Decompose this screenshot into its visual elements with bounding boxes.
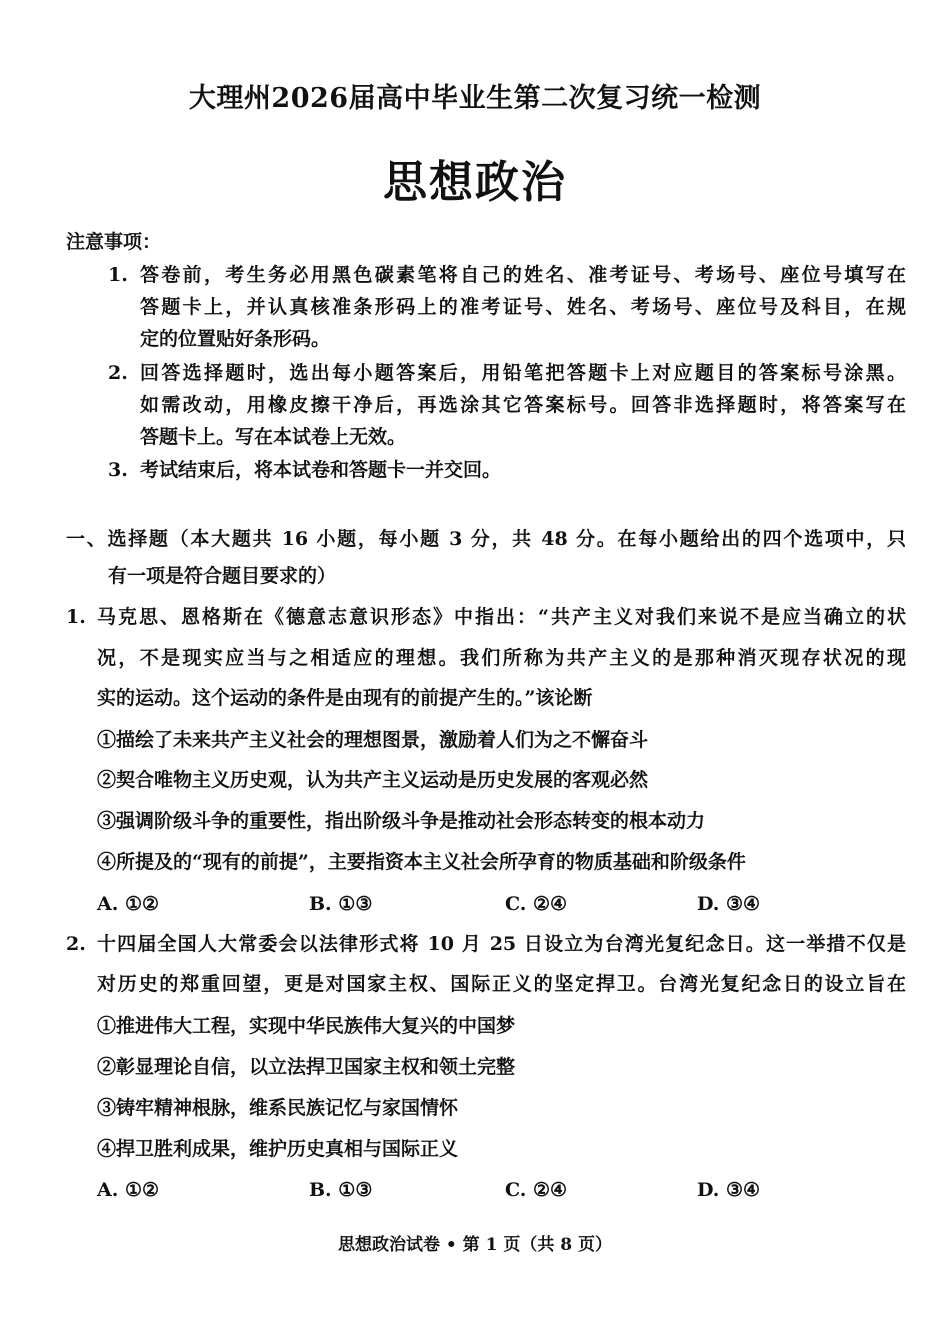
notice-item-1-line-2: 答题卡上，并认真核准条形码上的准考证号、姓名、考场号、座位号及科目，在规 [140, 296, 906, 318]
question-2-stem-line-2: 对历史的郑重回望，更是对国家主权、国际正义的坚定捍卫。台湾光复纪念日的设立旨在 [97, 973, 906, 995]
question-1-option-c[interactable]: C. ②④ [505, 893, 568, 915]
section-heading-line-2: 有一项是符合题目要求的） [108, 565, 337, 587]
question-1-statement-1: ①描绘了未来共产主义社会的理想图景，激励着人们为之不懈奋斗 [97, 729, 649, 751]
question-2-options [97, 1178, 906, 1202]
notice-heading: 注意事项： [66, 231, 162, 253]
question-2-option-b[interactable]: B. ①③ [309, 1179, 373, 1201]
question-1-stem-line-2: 况，不是现实应当与之相适应的理想。我们所称为共产主义的是那种消灭现存状况的现 [97, 647, 906, 669]
notice-item-2-line-2: 如需改动，用橡皮擦干净后，再选涂其它答案标号。回答非选择题时，将答案写在 [140, 394, 906, 416]
question-2-statement-4: ④捍卫胜利成果，维护历史真相与国际正义 [97, 1138, 459, 1160]
question-2-option-d[interactable]: D. ③④ [697, 1179, 761, 1201]
notice-item-2-line-1: 回答选择题时，选出每小题答案后，用铅笔把答题卡上对应题目的答案标号涂黑。 [140, 362, 906, 384]
question-1-option-a[interactable]: A. ①② [97, 893, 160, 915]
question-1-options [97, 892, 906, 916]
question-1-stem-line-3: 实的运动。这个运动的条件是由现有的前提产生的。”该论断 [97, 687, 593, 709]
question-1-stem-line-1: 马克思、恩格斯在《德意志意识形态》中指出：“共产主义对我们来说不是应当确立的状 [97, 606, 906, 628]
question-2-statement-3: ③铸牢精神根脉，维系民族记忆与家国情怀 [97, 1097, 459, 1119]
notice-item-3-number: 3. [108, 459, 128, 481]
notice-item-2-number: 2. [108, 362, 128, 384]
question-2-number: 2. [66, 933, 86, 955]
page-footer: 思想政治试卷 • 第 1 页（共 8 页） [337, 1235, 613, 1255]
question-1-option-d[interactable]: D. ③④ [697, 893, 761, 915]
notice-item-3-line-1: 考试结束后，将本试卷和答题卡一并交回。 [140, 459, 502, 481]
question-1-number: 1. [66, 606, 86, 628]
exam-title: 大理州2026届高中毕业生第二次复习统一检测 [188, 83, 762, 114]
question-2-statement-1: ①推进伟大工程，实现中华民族伟大复兴的中国梦 [97, 1015, 516, 1037]
question-2-option-c[interactable]: C. ②④ [505, 1179, 568, 1201]
question-1-statement-2: ②契合唯物主义历史观，认为共产主义运动是历史发展的客观必然 [97, 769, 649, 791]
notice-item-1-number: 1. [108, 264, 128, 286]
question-2-option-a[interactable]: A. ①② [97, 1179, 160, 1201]
notice-item-2-line-3: 答题卡上。写在本试卷上无效。 [140, 426, 407, 448]
notice-item-1-line-3: 定的位置贴好条形码。 [140, 328, 331, 350]
section-heading-line-1: 一、选择题（本大题共 16 小题，每小题 3 分，共 48 分。在每小题给出的四个选项中，只 [66, 528, 906, 550]
question-2-statement-2: ②彰显理论自信，以立法捍卫国家主权和领土完整 [97, 1056, 516, 1078]
question-1-statement-4: ④所提及的“现有的前提”，主要指资本主义社会所孕育的物质基础和阶级条件 [97, 851, 746, 873]
subject-title: 思想政治 [383, 157, 567, 208]
question-2-stem-line-1: 十四届全国人大常委会以法律形式将 10 月 25 日设立为台湾光复纪念日。这一举措不仅是 [97, 933, 906, 955]
question-1-statement-3: ③强调阶级斗争的重要性，指出阶级斗争是推动社会形态转变的根本动力 [97, 810, 706, 832]
notice-item-1-line-1: 答卷前，考生务必用黑色碳素笔将自己的姓名、准考证号、考场号、座位号填写在 [140, 264, 906, 286]
question-1-option-b[interactable]: B. ①③ [309, 893, 373, 915]
